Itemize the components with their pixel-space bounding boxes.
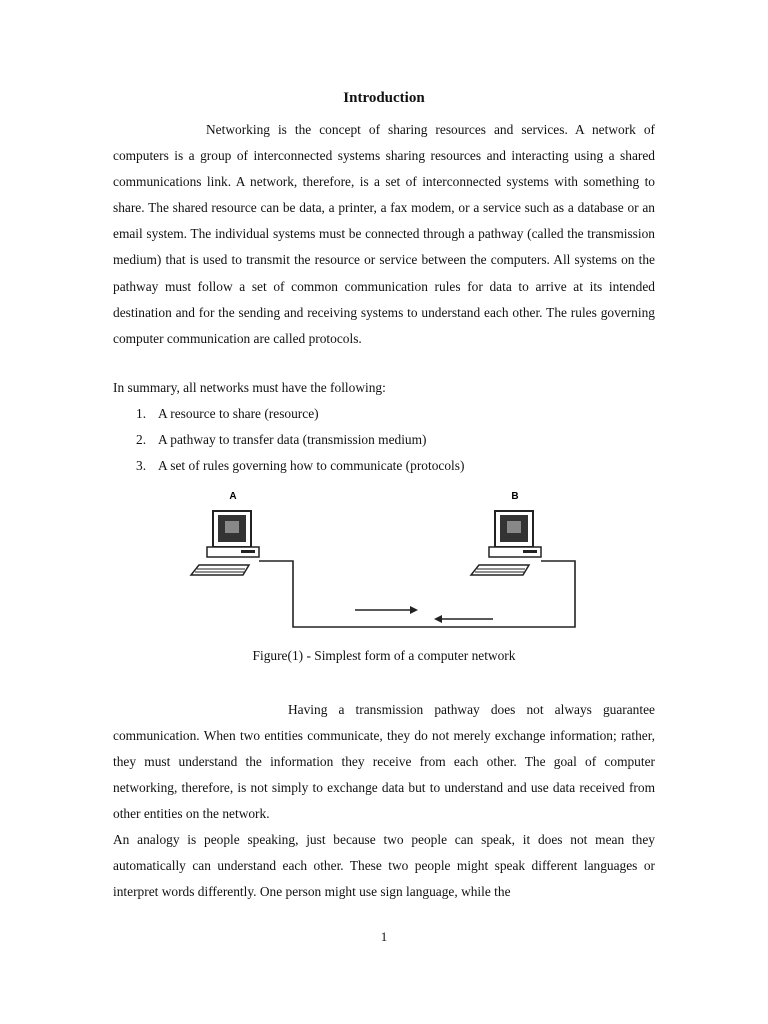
- summary-line: In summary, all networks must have the following:: [113, 380, 386, 395]
- list-item: [113, 401, 655, 427]
- requirements-list: [113, 401, 655, 479]
- page-title: Introduction: [343, 90, 425, 106]
- list-item-number: 1.: [136, 406, 147, 421]
- computer-b-icon: [471, 511, 541, 575]
- arrow-right-icon: [355, 606, 418, 614]
- list-item: [113, 453, 655, 479]
- list-item-text: A pathway to transfer data (transmission medium): [158, 432, 427, 448]
- list-item-number: 3.: [136, 458, 147, 474]
- list-item-number: 2.: [136, 432, 147, 448]
- figure-caption: Figure(1) - Simplest form of a computer network: [252, 648, 516, 663]
- list-item-text: A resource to share (resource): [158, 406, 319, 421]
- analogy-paragraph: An analogy is people speaking, just because two people can speak, it does not mean they automatically can understand each other. These two people might speak different languages or interpret words differently. One person might use sign language, while the: [113, 832, 655, 900]
- intro-paragraph: Networking is the concept of sharing resources and services. A network of computers is a group of interconnected systems sharing resources and interacting using a shared communications link. A network, therefore, is a set of interconnected systems with something to share. The shared resource can be data, a printer, a fax modem, or a service such as a database or an email system. The individual systems must be connected through a pathway (called the transmission medium) that is used to transmit the resource or service between the computers. All systems on the pathway must follow a set of common communication rules for data to arrive at its intended destination and for the sending and receiving systems to understand each other. The rules governing computer communication are called protocols.: [113, 122, 655, 346]
- list-item-text: A set of rules governing how to communicate (protocols): [158, 458, 465, 474]
- pathway-paragraph: Having a transmission pathway does not always guarantee communication. When two entities communicate, they do not merely exchange information; rather, they must understand the information they receive from each other. The goal of computer networking, therefore, is not simply to exchange data but to understand and use data received from other entities on the network.: [113, 702, 655, 822]
- list-item: [113, 427, 655, 453]
- arrow-left-icon: [434, 615, 493, 623]
- transmission-cable: [259, 561, 575, 627]
- computer-b-label: B: [511, 491, 519, 502]
- page-number: 1: [380, 929, 388, 944]
- computer-a-icon: [191, 511, 259, 575]
- network-figure: [185, 485, 580, 635]
- computer-a-label: A: [229, 491, 237, 502]
